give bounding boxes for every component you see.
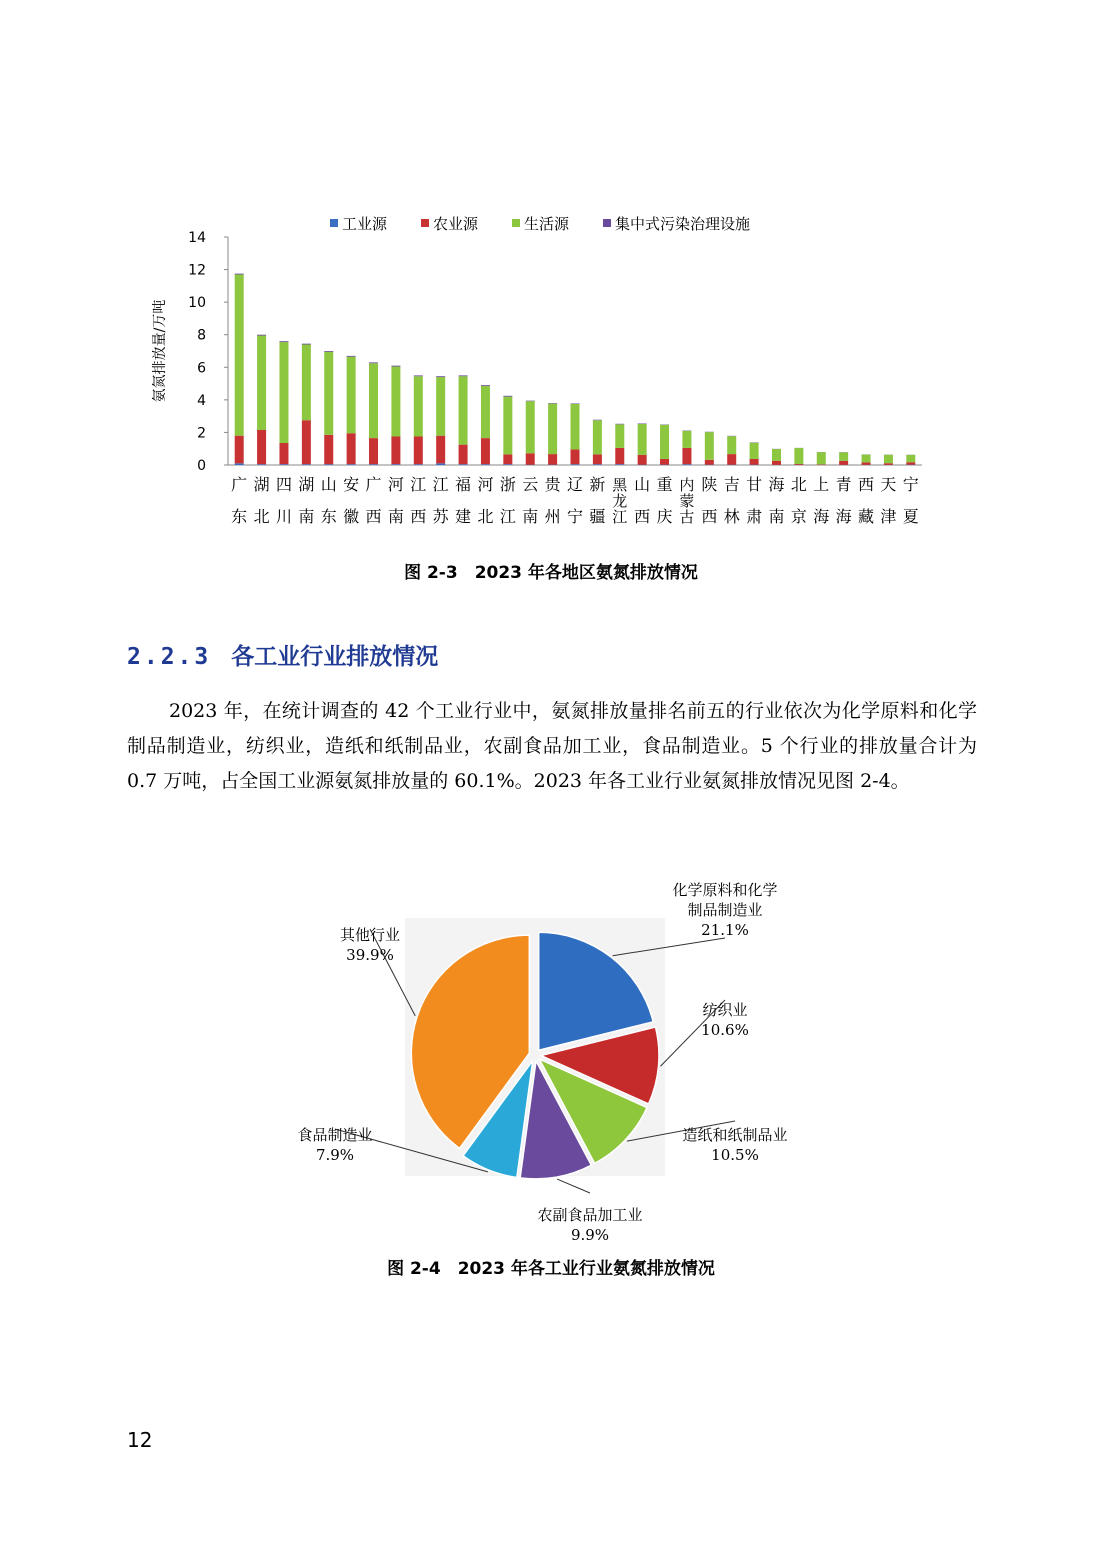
y-tick-label: 2 xyxy=(197,425,206,442)
bar-segment xyxy=(593,420,602,454)
bar-segment xyxy=(503,397,512,455)
bar-segment xyxy=(369,362,378,363)
x-tick-label: 内 xyxy=(679,476,695,494)
x-tick-label: 江 xyxy=(612,508,628,526)
bar-segment xyxy=(660,425,669,459)
bar-segment xyxy=(391,366,400,436)
x-tick-label: 古 xyxy=(679,508,695,526)
x-tick-label: 北 xyxy=(253,507,270,526)
bar-segment xyxy=(235,274,244,435)
legend-label: 生活源 xyxy=(524,214,570,233)
x-tick-label: 北 xyxy=(790,475,807,494)
bar-segment xyxy=(593,464,602,465)
section-heading xyxy=(127,638,438,671)
pie-label: 纺织业 xyxy=(702,1001,748,1019)
figure-2-3-caption: 图 2-3 2023 年各地区氨氮排放情况 xyxy=(404,563,698,583)
x-tick-label: 南 xyxy=(387,507,404,526)
pie-percent: 39.9% xyxy=(346,946,394,964)
x-tick-label: 云 xyxy=(522,475,539,494)
pie-percent: 10.6% xyxy=(701,1021,749,1039)
x-tick-label: 陕 xyxy=(701,475,718,494)
bar-segment xyxy=(660,459,669,465)
bar-segment xyxy=(414,376,423,436)
bar-segment xyxy=(862,455,871,463)
bar-segment xyxy=(481,386,490,438)
x-tick-label: 青 xyxy=(835,475,852,494)
bar-segment xyxy=(884,463,893,465)
bar-segment xyxy=(772,461,781,465)
bar-segment xyxy=(347,464,356,465)
bar-segment xyxy=(391,366,400,367)
bar-segment xyxy=(615,424,624,448)
x-tick-label: 林 xyxy=(723,507,740,526)
y-tick-label: 14 xyxy=(188,230,206,246)
x-tick-label: 江 xyxy=(432,475,449,494)
bar-segment xyxy=(459,376,468,444)
industry-pie-chart xyxy=(280,870,840,1250)
bar-segment xyxy=(503,454,512,464)
x-tick-label: 广 xyxy=(365,475,382,494)
bar-segment xyxy=(503,464,512,465)
x-tick-label: 州 xyxy=(544,507,561,526)
regional-bar-chart xyxy=(120,200,940,540)
bar-segment xyxy=(279,342,288,443)
x-tick-label: 津 xyxy=(880,507,897,526)
y-tick-label: 8 xyxy=(197,327,206,344)
bar-segment xyxy=(324,464,333,465)
x-tick-label: 宁 xyxy=(566,507,584,526)
x-tick-label: 夏 xyxy=(902,507,919,526)
bar-segment xyxy=(571,450,580,465)
bar-segment xyxy=(862,462,871,464)
pie-percent: 7.9% xyxy=(315,1146,355,1164)
x-tick-label: 辽 xyxy=(566,475,584,494)
x-tick-label: 东 xyxy=(320,507,337,526)
x-tick-label: 湖 xyxy=(253,475,270,494)
bar-segment xyxy=(369,438,378,464)
legend-label: 农业源 xyxy=(433,214,479,233)
bar-segment xyxy=(638,424,647,455)
x-tick-label: 西 xyxy=(365,507,382,526)
x-tick-label: 西 xyxy=(634,507,651,526)
bar-segment xyxy=(436,376,445,377)
x-tick-label: 江 xyxy=(410,475,427,494)
x-tick-label: 西 xyxy=(858,475,875,494)
bar-segment xyxy=(481,464,490,465)
bar-segment xyxy=(324,352,333,435)
x-tick-label: 藏 xyxy=(858,507,875,526)
bar-segment xyxy=(839,452,848,460)
x-tick-label: 建 xyxy=(455,507,472,526)
x-tick-label: 河 xyxy=(387,475,404,494)
bar-segment xyxy=(705,460,714,465)
bar-segment xyxy=(571,464,580,465)
bar-segment xyxy=(235,436,244,464)
y-tick-label: 12 xyxy=(188,262,206,279)
bar-segment xyxy=(772,449,781,461)
x-tick-label: 蒙 xyxy=(679,492,695,510)
bar-segment xyxy=(459,375,468,376)
bar-segment xyxy=(638,455,647,465)
bar-segment xyxy=(302,344,311,345)
x-tick-label: 山 xyxy=(634,475,651,494)
bar-segment xyxy=(906,462,915,464)
y-tick-label: 10 xyxy=(188,295,206,312)
bar-segment xyxy=(884,455,893,463)
x-tick-label: 安 xyxy=(343,475,360,494)
bar-segment xyxy=(324,351,333,352)
legend-label: 集中式污染治理设施 xyxy=(615,214,751,233)
bar-segment xyxy=(548,404,557,454)
x-tick-label: 北 xyxy=(477,507,494,526)
bar-segment xyxy=(347,433,356,464)
y-tick-label: 0 xyxy=(197,458,206,474)
x-tick-label: 庆 xyxy=(656,507,673,526)
bar-segment xyxy=(414,464,423,465)
x-tick-label: 东 xyxy=(231,507,248,526)
pie-label: 食品制造业 xyxy=(297,1126,373,1144)
bar-segment xyxy=(391,437,400,465)
bar-segment xyxy=(794,448,803,464)
y-tick-label: 6 xyxy=(197,360,206,377)
pie-label: 制品制造业 xyxy=(687,901,763,919)
x-tick-label: 山 xyxy=(320,475,337,494)
pie-label: 化学原料和化学 xyxy=(672,881,778,899)
x-tick-label: 河 xyxy=(477,475,494,494)
bar-segment xyxy=(481,438,490,464)
bar-segment xyxy=(615,464,624,465)
x-tick-label: 南 xyxy=(768,507,785,526)
x-tick-label: 贵 xyxy=(544,475,561,494)
bar-segment xyxy=(436,377,445,436)
x-tick-label: 天 xyxy=(880,475,897,494)
y-axis-label: 氨氮排放量/万吨 xyxy=(152,299,168,403)
x-tick-label: 宁 xyxy=(902,475,919,494)
x-tick-label: 南 xyxy=(298,507,315,526)
x-tick-label: 西 xyxy=(701,507,718,526)
pie-label: 其他行业 xyxy=(339,926,401,944)
x-tick-label: 上 xyxy=(813,475,830,494)
bar-segment xyxy=(526,453,535,464)
bar-segment xyxy=(235,274,244,275)
x-tick-label: 南 xyxy=(522,507,539,526)
x-tick-label: 四 xyxy=(275,475,292,494)
bar-segment xyxy=(369,363,378,438)
bar-segment xyxy=(727,436,736,454)
bar-segment xyxy=(526,401,535,453)
bar-segment xyxy=(414,437,423,465)
bar-segment xyxy=(548,454,557,465)
bar-segment xyxy=(794,464,803,465)
section-number: 2.2.3 xyxy=(127,644,212,670)
figure-2-4-caption: 图 2-4 2023 年各工业行业氨氮排放情况 xyxy=(387,1259,715,1279)
bar-segment xyxy=(682,431,691,448)
bar-segment xyxy=(593,454,602,464)
bar-segment xyxy=(481,385,490,386)
bar-segment xyxy=(459,464,468,465)
bar-segment xyxy=(347,356,356,357)
bar-segment xyxy=(257,464,266,465)
bar-segment xyxy=(324,435,333,464)
bar-segment xyxy=(750,443,759,459)
x-tick-label: 海 xyxy=(813,507,830,526)
bar-segment xyxy=(436,436,445,464)
bar-segment xyxy=(302,420,311,464)
bar-segment xyxy=(347,357,356,434)
bar-segment xyxy=(279,464,288,465)
x-tick-label: 海 xyxy=(835,507,852,526)
x-tick-label: 湖 xyxy=(298,475,315,494)
bar-segment xyxy=(257,336,266,430)
bar-segment xyxy=(817,452,826,464)
pie-percent: 9.9% xyxy=(570,1226,610,1244)
section-title: 各工业行业排放情况 xyxy=(231,643,439,670)
bar-segment xyxy=(302,464,311,465)
x-tick-label: 肃 xyxy=(746,507,763,526)
x-tick-label: 重 xyxy=(656,475,673,494)
bar-segment xyxy=(369,464,378,465)
bar-segment xyxy=(705,432,714,460)
bar-segment xyxy=(235,463,244,465)
bar-segment xyxy=(571,404,580,450)
x-tick-label: 吉 xyxy=(723,475,740,494)
bar-segment xyxy=(391,464,400,465)
bar-segment xyxy=(302,344,311,420)
pie-label: 造纸和纸制品业 xyxy=(682,1126,788,1144)
x-tick-label: 川 xyxy=(275,507,292,526)
x-tick-label: 黑 xyxy=(612,476,628,494)
bar-segment xyxy=(459,445,468,465)
x-tick-label: 广 xyxy=(231,475,248,494)
bar-segment xyxy=(750,459,759,465)
pie-percent: 21.1% xyxy=(701,921,749,939)
x-tick-label: 苏 xyxy=(432,507,449,526)
x-tick-label: 西 xyxy=(410,507,427,526)
x-tick-label: 甘 xyxy=(746,475,763,494)
x-tick-label: 疆 xyxy=(589,507,606,526)
bar-segment xyxy=(257,335,266,336)
bar-segment xyxy=(414,375,423,376)
bar-segment xyxy=(436,463,445,465)
bar-segment xyxy=(615,448,624,464)
x-tick-label: 京 xyxy=(790,507,807,526)
x-tick-label: 新 xyxy=(589,475,606,494)
x-tick-label: 龙 xyxy=(612,492,628,510)
bar-segment xyxy=(682,448,691,464)
pie-percent: 10.5% xyxy=(711,1146,759,1164)
pie-label: 农副食品加工业 xyxy=(537,1206,643,1224)
leader-line xyxy=(557,1179,590,1193)
x-tick-label: 海 xyxy=(768,475,785,494)
x-tick-label: 江 xyxy=(499,507,516,526)
bar-segment xyxy=(839,461,848,465)
x-tick-label: 浙 xyxy=(499,475,516,494)
bar-segment xyxy=(257,430,266,464)
bar-segment xyxy=(906,455,915,462)
x-tick-label: 福 xyxy=(455,475,472,494)
bar-segment xyxy=(682,464,691,465)
x-tick-label: 徽 xyxy=(343,507,360,526)
bar-segment xyxy=(503,396,512,397)
bar-segment xyxy=(279,443,288,464)
page-number: 12 xyxy=(127,1428,153,1452)
body-paragraph: 2023 年，在统计调查的 42 个工业行业中，氨氮排放量排名前五的行业依次为化学原料和化学制品制造业，纺织业，造纸和纸制品业，农副食品加工业，食品制造业。5 个行业的排放量合计为 0.7 万吨，占全国工业源氨氮排放量的 60.1%。2023 年各工业行业氨氮排放情况见图 2-4。 xyxy=(127,700,977,792)
bar-segment xyxy=(727,454,736,465)
legend-label: 工业源 xyxy=(342,214,388,233)
y-tick-label: 4 xyxy=(197,392,206,409)
bar-segment xyxy=(279,341,288,342)
